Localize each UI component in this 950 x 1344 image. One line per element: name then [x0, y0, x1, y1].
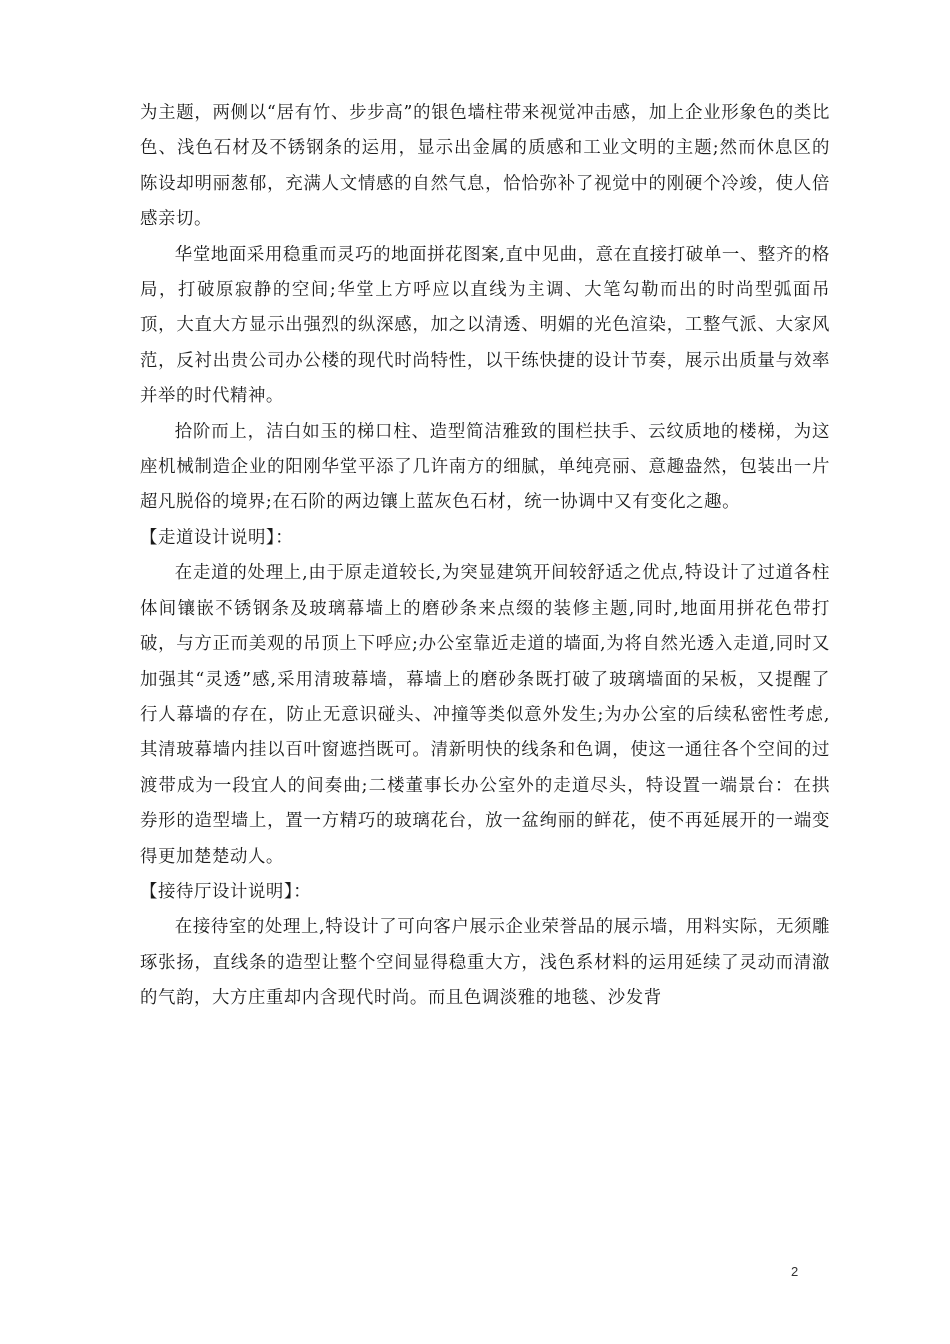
document-body — [140, 96, 830, 1017]
section-heading-corridor: 【走道设计说明】： — [140, 527, 294, 548]
paragraph-staircase: 拾阶而上，洁白如玉的梯口柱、造型简洁雅致的围栏扶手、云纹质地的楼梯，为这座机械制造企业的阳刚华堂平添了几许南方的细腻，单纯亮丽、意趣盎然，包装出一片超凡脱俗的境界;在石阶的两边镶上蓝灰色石材，统一协调中又有变化之趣。 — [140, 421, 830, 513]
paragraph-hall-floor: 华堂地面采用稳重而灵巧的地面拼花图案,直中见曲，意在直接打破单一、整齐的格局，打破原寂静的空间;华堂上方呼应以直线为主调、大笔勾勒而出的时尚型弧面吊顶，大直大方显示出强烈的纵深感，加之以清透、明媚的光色渲染，工整气派、大家风范，反衬出贵公司办公楼的现代时尚特性，以干练快捷的设计节奏，展示出质量与效率并举的时代精神。 — [140, 244, 830, 407]
paragraph-lobby-theme: 为主题，两侧以“居有竹、步步高”的银色墙柱带来视觉冲击感，加上企业形象色的类比色、浅色石材及不锈钢条的运用，显示出金属的质感和工业文明的主题;然而休息区的陈设却明丽葱郁，充满人文情感的自然气息，恰恰弥补了视觉中的刚硬个冷竣，使人倍感亲切。 — [140, 103, 830, 230]
paragraph-reception: 在接待室的处理上,特设计了可向客户展示企业荣誉品的展示墙，用料实际，无须雕琢张扬，直线条的造型让整个空间显得稳重大方，浅色系材料的运用延续了灵动而清澈的气韵，大方庄重却内含现代时尚。而且色调淡雅的地毯、沙发背 — [140, 917, 830, 1009]
page-number: 2 — [791, 1264, 799, 1279]
section-heading-reception: 【接待厅设计说明】： — [140, 881, 312, 902]
paragraph-corridor: 在走道的处理上,由于原走道较长,为突显建筑开间较舒适之优点,特设计了过道各柱体间镶嵌不锈钢条及玻璃幕墙上的磨砂条来点缀的装修主题,同时,地面用拼花色带打破，与方正而美观的吊顶上下呼应;办公室靠近走道的墙面,为将自然光透入走道,同时又加强其“灵透”感,采用清玻幕墙，幕墙上的磨砂条既打破了玻璃墙面的呆板，又提醒了行人幕墙的存在，防止无意识碰头、冲撞等类似意外发生;为办公室的后续私密性考虑,其清玻幕墙内挂以百叶窗遮挡既可。清新明快的线条和色调，使这一通往各个空间的过渡带成为一段宜人的间奏曲;二楼董事长办公室外的走道尽头，特设置一端景台：在拱券形的造型墙上，置一方精巧的玻璃花台，放一盆绚丽的鲜花，使不再延展开的一端变得更加楚楚动人。 — [140, 563, 830, 867]
